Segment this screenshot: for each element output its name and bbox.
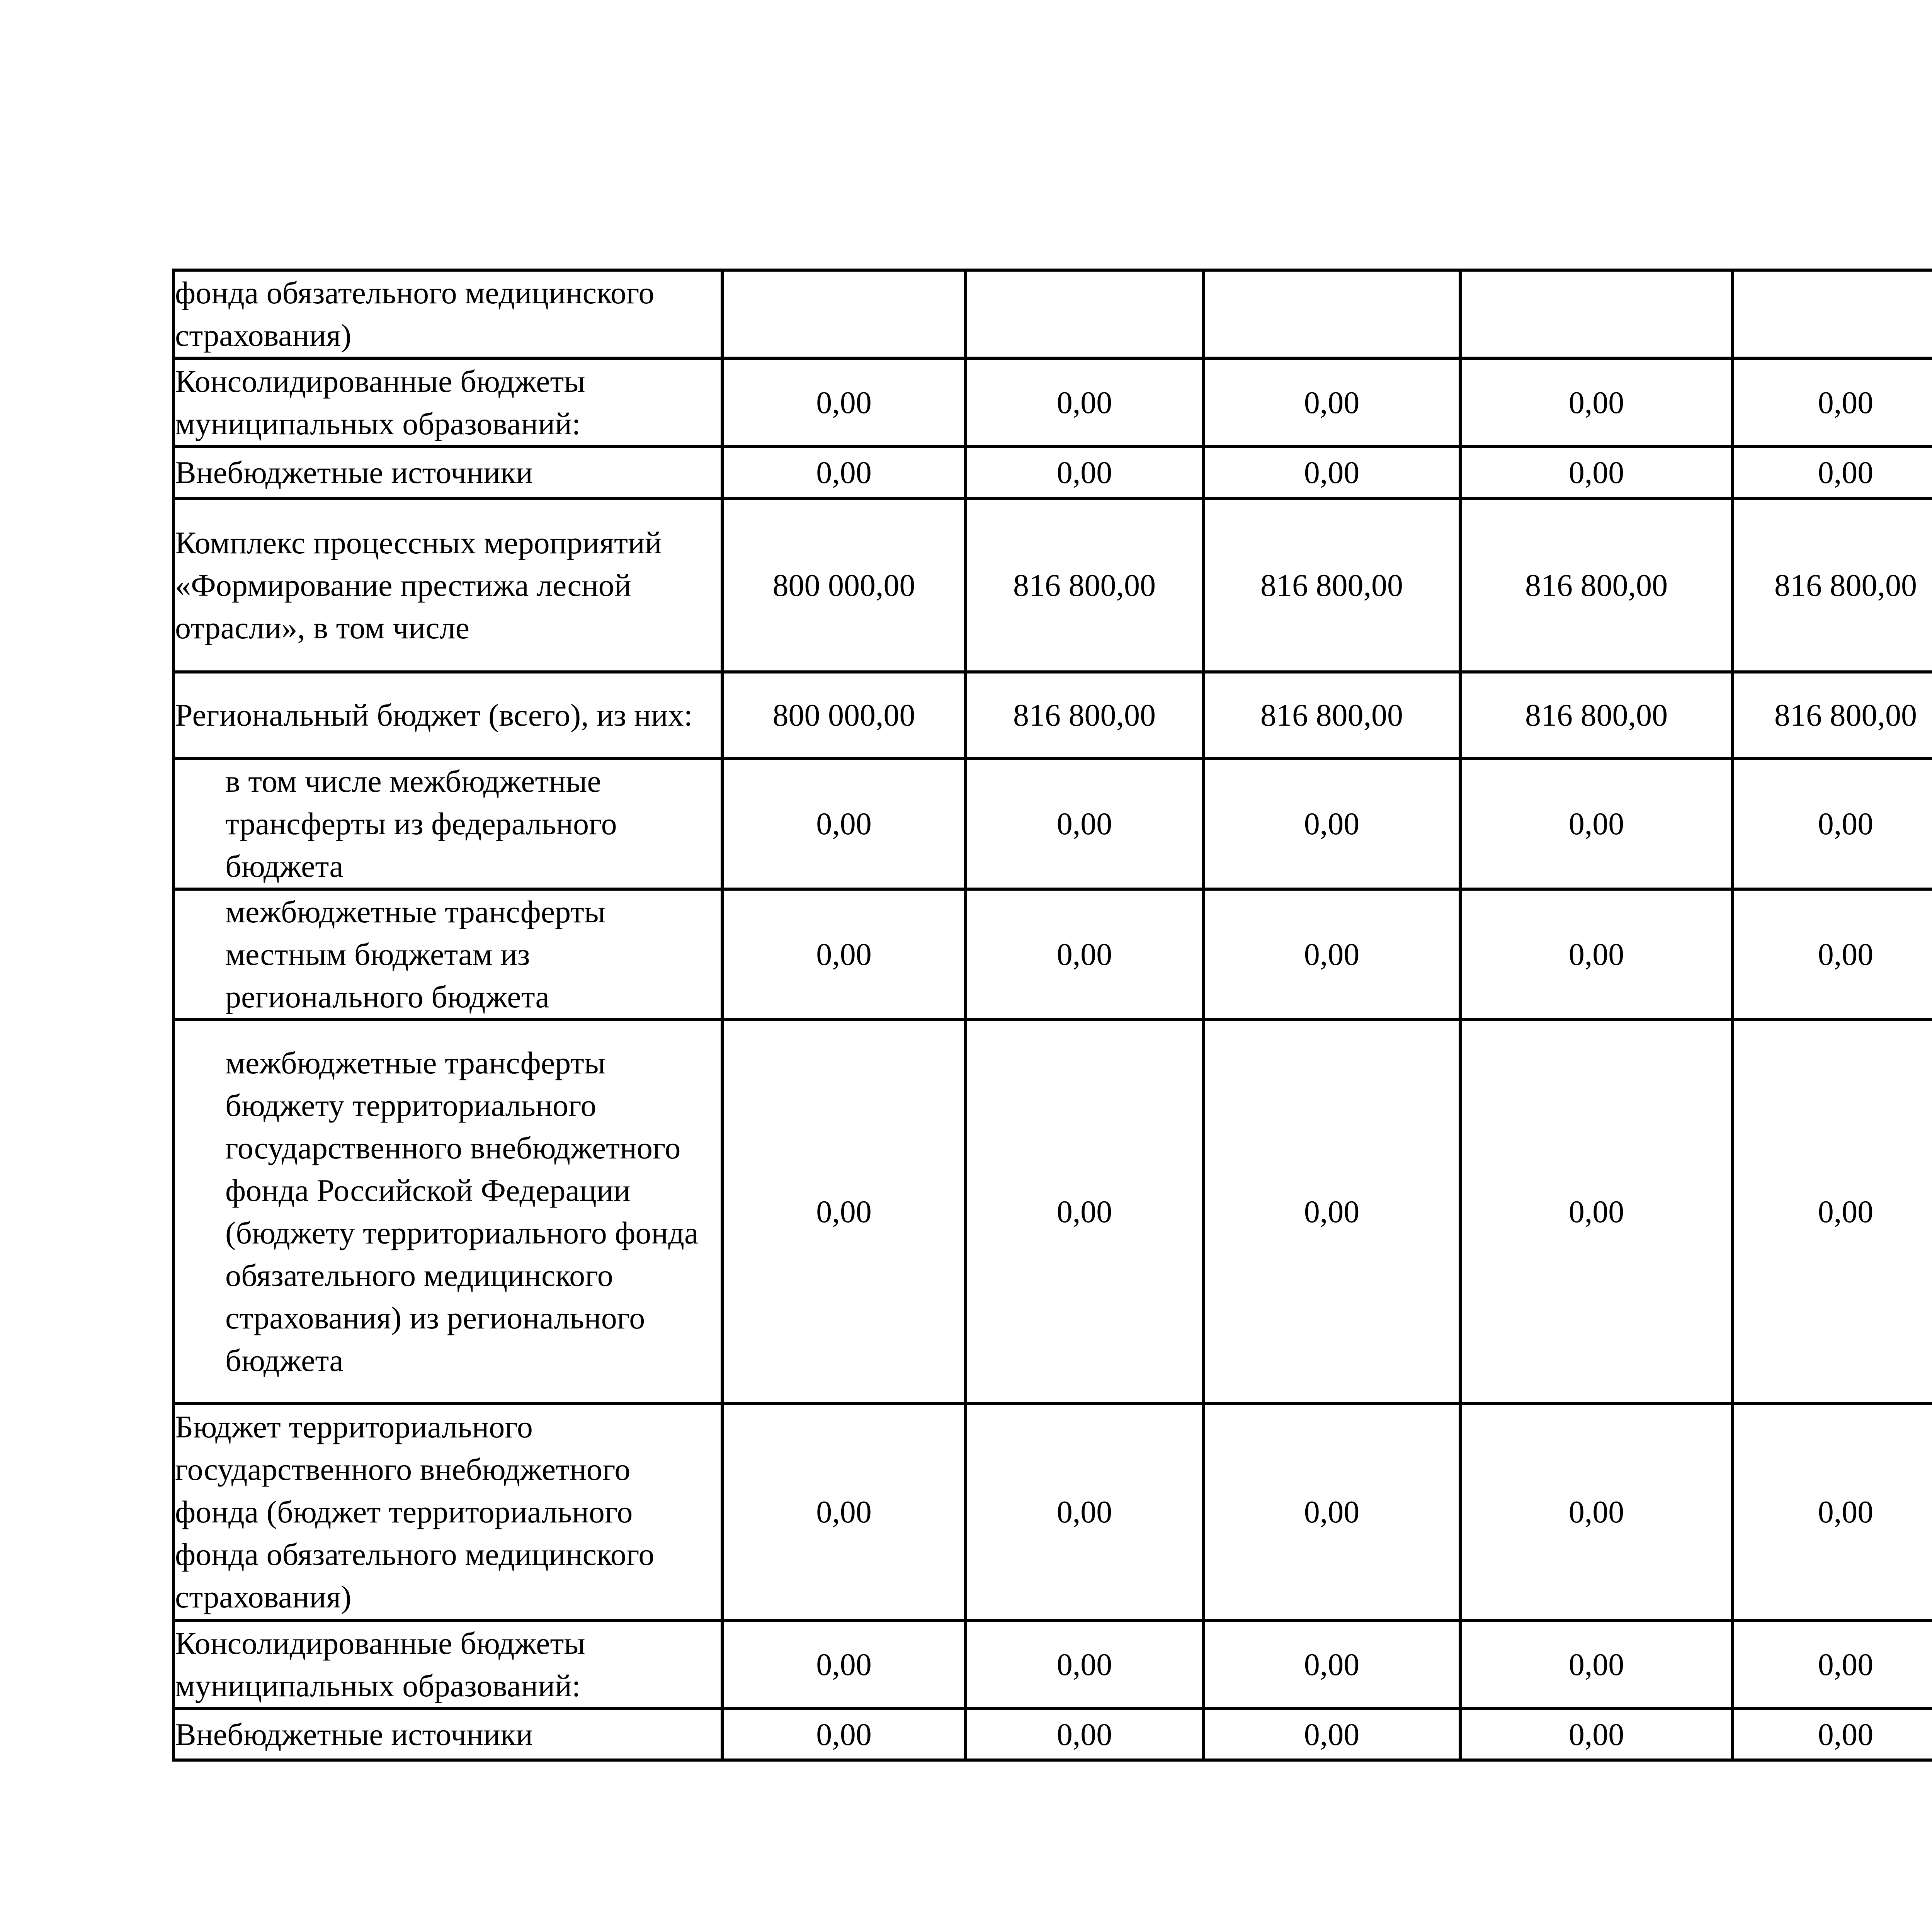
table-row [173,1621,1932,1709]
value-cell: 0,00 [1203,358,1460,447]
value-cell: 0,00 [1203,889,1460,1020]
row-label: Бюджет территориального государственного внебюджетного фонда (бюджет территориального фонда обязательного медицинского страхования) [173,1403,722,1621]
value-cell: 0,00 [1460,447,1733,498]
value-cell: 0,00 [966,1403,1203,1621]
value-cell: 0,00 [1203,447,1460,498]
value-cell: 0,00 [1733,358,1932,447]
value-cell: 0,00 [966,1709,1203,1760]
value-cell: 0,00 [1733,759,1932,889]
value-cell: 0,00 [1733,1403,1932,1621]
table-row [173,358,1932,447]
value-cell: 0,00 [1203,759,1460,889]
value-cell: 816 800,00 [966,498,1203,672]
value-cell: 800 000,00 [722,672,966,759]
value-cell: 800 000,00 [722,498,966,672]
row-label: Консолидированные бюджеты муниципальных образований: [173,1621,722,1709]
value-cell: 816 800,00 [1733,498,1932,672]
value-cell: 0,00 [722,759,966,889]
table-row [173,1020,1932,1403]
value-cell: 0,00 [1460,1621,1733,1709]
value-cell: 0,00 [722,1709,966,1760]
row-label: межбюджетные трансферты местным бюджетам из регионального бюджета [173,889,722,1020]
value-cell: 0,00 [1733,1020,1932,1403]
table-row [173,1709,1932,1760]
value-cell: 816 800,00 [1203,498,1460,672]
value-cell: 0,00 [966,1621,1203,1709]
row-label: Внебюджетные источники [173,447,722,498]
table-row [173,498,1932,672]
value-cell: 0,00 [1203,1020,1460,1403]
row-label: в том числе межбюджетные трансферты из федерального бюджета [173,759,722,889]
value-cell [1203,270,1460,358]
value-cell: 0,00 [966,358,1203,447]
table-row [173,270,1932,358]
value-cell: 0,00 [966,447,1203,498]
value-cell: 0,00 [722,447,966,498]
budget-table [172,269,1932,1762]
table-row [173,759,1932,889]
value-cell: 0,00 [722,358,966,447]
row-label: Региональный бюджет (всего), из них: [173,672,722,759]
row-label: фонда обязательного медицинского страхования) [173,270,722,358]
value-cell: 0,00 [1203,1709,1460,1760]
value-cell [1460,270,1733,358]
value-cell: 0,00 [1203,1403,1460,1621]
row-label: Комплекс процессных мероприятий «Формирование престижа лесной отрасли», в том числе [173,498,722,672]
value-cell: 816 800,00 [1203,672,1460,759]
table-row [173,447,1932,498]
value-cell: 0,00 [1460,1709,1733,1760]
value-cell: 0,00 [1733,889,1932,1020]
value-cell: 0,00 [722,1020,966,1403]
value-cell: 0,00 [722,1621,966,1709]
value-cell: 0,00 [722,889,966,1020]
value-cell: 816 800,00 [966,672,1203,759]
value-cell: 816 800,00 [1460,672,1733,759]
value-cell: 816 800,00 [1460,498,1733,672]
value-cell: 0,00 [1733,1709,1932,1760]
value-cell: 0,00 [1460,759,1733,889]
table-row [173,1403,1932,1621]
row-label: Консолидированные бюджеты муниципальных образований: [173,358,722,447]
value-cell: 0,00 [966,889,1203,1020]
value-cell: 0,00 [1460,358,1733,447]
value-cell: 0,00 [1460,889,1733,1020]
value-cell: 0,00 [1733,1621,1932,1709]
table-row [173,672,1932,759]
table-row [173,889,1932,1020]
value-cell [966,270,1203,358]
value-cell [1733,270,1932,358]
value-cell [722,270,966,358]
value-cell: 0,00 [722,1403,966,1621]
value-cell: 0,00 [1733,447,1932,498]
row-label: Внебюджетные источники [173,1709,722,1760]
value-cell: 0,00 [1203,1621,1460,1709]
value-cell: 0,00 [966,1020,1203,1403]
value-cell: 816 800,00 [1733,672,1932,759]
value-cell: 0,00 [966,759,1203,889]
value-cell: 0,00 [1460,1403,1733,1621]
value-cell: 0,00 [1460,1020,1733,1403]
row-label: межбюджетные трансферты бюджету территориального государственного внебюджетного фонда Российской Федерации (бюджету территориального фонда обязательного медицинского страхования) из регионального бюджета [173,1020,722,1403]
